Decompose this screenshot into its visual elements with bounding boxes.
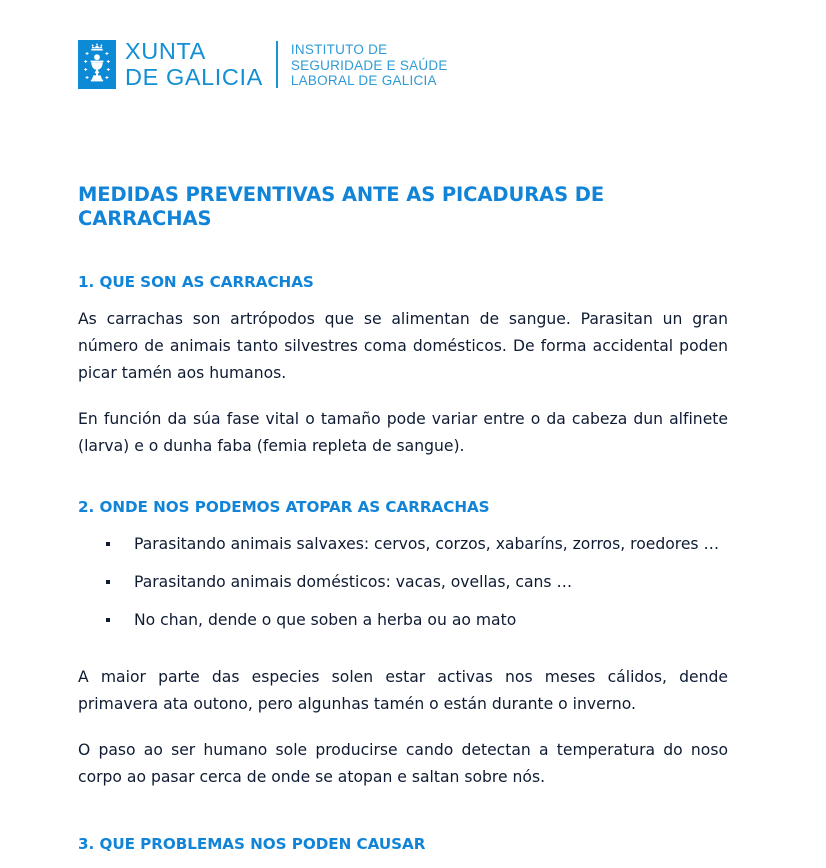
institute-line-2: SEGURIDADE E SAÚDE bbox=[290, 57, 448, 73]
xunta-de-galicia-logo bbox=[78, 37, 448, 90]
spacer bbox=[78, 810, 728, 834]
section-1-paragraph-2: En función da súa fase vital o tamaño pode variar entre o da cabeza dun alfinete (larva) e o dunha faba (femia repleta de sangue). bbox=[78, 410, 728, 455]
section-2-paragraph-1: A maior parte das especies solen estar activas nos meses cálidos, dende primavera ata outono, pero algunhas tamén o están durante o inverno. bbox=[78, 668, 728, 713]
section-heading-3: 3. QUE PROBLEMAS NOS PODEN CAUSAR bbox=[78, 835, 426, 853]
bullet-dot-icon bbox=[106, 580, 110, 584]
section-heading-1: 1. QUE SON AS CARRACHAS bbox=[78, 273, 314, 291]
section-2-bullet-list bbox=[78, 531, 728, 634]
spacer bbox=[78, 479, 728, 497]
document-content bbox=[78, 183, 728, 868]
bullet-dot-icon bbox=[106, 542, 110, 546]
page-title: MEDIDAS PREVENTIVAS ANTE AS PICADURAS DE CARRACHAS bbox=[78, 183, 605, 230]
list-item-label: No chan, dende o que soben a herba ou ao mato bbox=[134, 611, 517, 629]
wordmark-line-2: DE GALICIA bbox=[125, 64, 263, 90]
section-2-paragraph-2: O paso ao ser humano sole producirse cando detectan a temperatura do noso corpo ao pasar cerca de onde se atopan e saltan sobre nós. bbox=[78, 741, 728, 786]
galicia-coat-of-arms-emblem-icon bbox=[78, 40, 116, 89]
section-1-paragraph-1: As carrachas son artrópodos que se alimentan de sangue. Parasitan un gran número de animais tanto silvestres coma domésticos. De forma accidental poden picar tamén aos humanos. bbox=[78, 310, 728, 382]
bullet-dot-icon bbox=[106, 618, 110, 622]
spacer bbox=[78, 652, 728, 664]
logo-divider bbox=[276, 41, 278, 88]
institute-name-block bbox=[291, 40, 448, 90]
institute-line-3: LABORAL DE GALICIA bbox=[290, 73, 437, 89]
list-item-label: Parasitando animais domésticos: vacas, ovellas, cans … bbox=[134, 573, 573, 591]
list-item-label: Parasitando animais salvaxes: cervos, corzos, xabaríns, zorros, roedores … bbox=[134, 535, 720, 553]
institute-line-1: INSTITUTO DE bbox=[290, 42, 388, 58]
list-item bbox=[78, 531, 728, 558]
xunta-wordmark bbox=[125, 37, 263, 90]
list-item bbox=[78, 569, 728, 596]
list-item bbox=[78, 607, 728, 634]
wordmark-line-1: XUNTA bbox=[125, 37, 206, 64]
section-heading-2: 2. ONDE NOS PODEMOS ATOPAR AS CARRACHAS bbox=[78, 498, 490, 516]
